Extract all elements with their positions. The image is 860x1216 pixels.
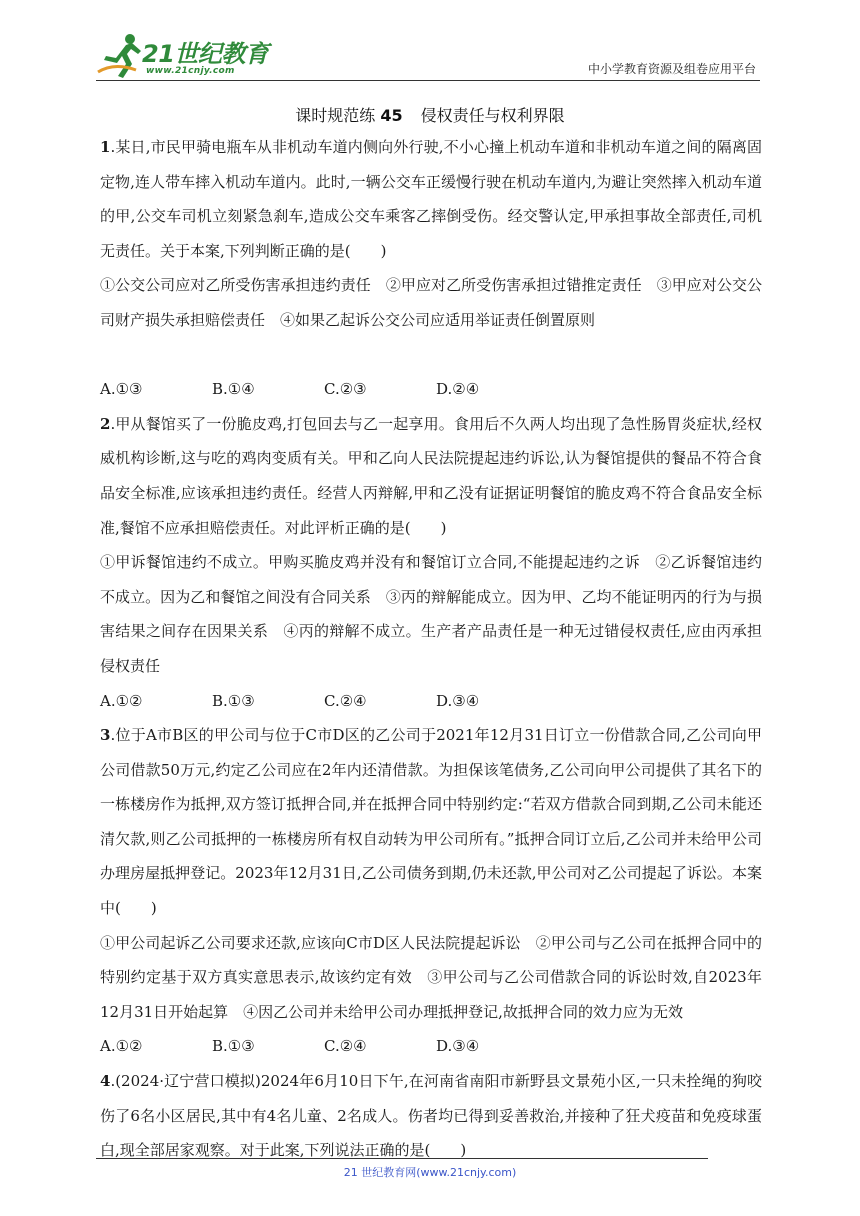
site-logo[interactable] <box>96 32 276 80</box>
question-1-statements: ①公交公司应对乙所受伤害承担违约责任 ②甲应对乙所受伤害承担过错推定责任 ③甲应对公交公司财产损失承担赔偿责任 ④如果乙起诉公交公司应适用举证责任倒置原则 <box>100 276 762 329</box>
question-number: 1 <box>100 138 111 156</box>
logo-url: www.21cnjy.com <box>146 66 235 76</box>
footer-link[interactable]: 21 世纪教育网(www.21cnjy.com) <box>343 1166 517 1179</box>
option-d[interactable]: D.②④ <box>436 380 480 399</box>
question-3-options <box>100 1029 762 1064</box>
question-4-stem <box>100 1064 762 1168</box>
option-c[interactable]: C.②④ <box>324 691 367 710</box>
option-c[interactable]: C.②④ <box>324 1037 367 1056</box>
question-text: .甲从餐馆买了一份脆皮鸡,打包回去与乙一起享用。食用后不久两人均出现了急性肠胃炎症状,经权威机构诊断,这与吃的鸡肉变质有关。甲和乙向人民法院提起违约诉讼,认为餐馆提供的餐品不符合食品安全标准,应该承担违约责任。经营人丙辩解,甲和乙没有证据证明餐馆的脆皮鸡不符合食品安全标准,餐馆不应承担赔偿责任。对此评析正确的是( ) <box>100 414 762 537</box>
question-3-stem <box>100 718 762 926</box>
option-b[interactable]: B.①③ <box>212 1037 255 1056</box>
question-text: .位于A市B区的甲公司与位于C市D区的乙公司于2021年12月31日订立一份借款合同,乙公司向甲公司借款50万元,约定乙公司应在2年内还清借款。为担保该笔债务,乙公司向甲公司提供了其名下的一栋楼房作为抵押,双方签订抵押合同,并在抵押合同中特别约定:“若双方借款合同到期,乙公司未能还清欠款,则乙公司抵押的一栋楼房所有权自动转为甲公司所有。”抵押合同订立后,乙公司并未给甲公司办理房屋抵押登记。2023年12月31日,乙公司债务到期,仍未还款,甲公司对乙公司提起了诉讼。本案中( ) <box>100 726 762 918</box>
question-list <box>100 130 762 1168</box>
platform-name: 中小学教育资源及组卷应用平台 <box>587 62 756 76</box>
option-d[interactable]: D.③④ <box>436 1037 480 1056</box>
option-a[interactable]: A.①② <box>100 1037 143 1056</box>
question-1-options <box>100 372 762 407</box>
question-2-statements: ①甲诉餐馆违约不成立。甲购买脆皮鸡并没有和餐馆订立合同,不能提起违约之诉 ②乙诉餐馆违约不成立。因为乙和餐馆之间没有合同关系 ③丙的辩解能成立。因为甲、乙均不能证明丙的行为与损害结果之间存在因果关系 ④丙的辩解不成立。生产者产品责任是一种无过错侵权责任,应由丙承担侵权责任 <box>100 553 762 675</box>
page-title <box>0 103 860 126</box>
option-a[interactable]: A.①③ <box>100 380 143 399</box>
option-b[interactable]: B.①③ <box>212 691 255 710</box>
title-topic: 侵权责任与权利界限 <box>420 106 565 125</box>
question-1-stem <box>100 130 762 268</box>
page-header <box>96 28 760 84</box>
question-3-statements: ①甲公司起诉乙公司要求还款,应该向C市D区人民法院提起诉讼 ②甲公司与乙公司在抵押合同中的特别约定基于双方真实意思表示,故该约定有效 ③甲公司与乙公司借款合同的诉讼时效,自2023年12月31日开始起算 ④因乙公司并未给甲公司办理抵押登记,故抵押合同的效力应为无效 <box>100 933 762 1021</box>
question-number: 4 <box>100 1072 111 1091</box>
question-2-stem <box>100 407 762 545</box>
question-text: .(2024·辽宁营口模拟)2024年6月10日下午,在河南省南阳市新野县文景苑小区,一只未拴绳的狗咬伤了6名小区居民,其中有4名儿童、2名成人。伤者均已得到妥善救治,并接种了狂犬疫苗和免疫球蛋白,现全部居家观察。对于此案,下列说法正确的是( ) <box>100 1072 762 1160</box>
option-c[interactable]: C.②③ <box>324 380 367 399</box>
header-divider <box>96 80 760 81</box>
logo-text: 21世纪教育 <box>142 40 269 68</box>
question-text: .某日,市民甲骑电瓶车从非机动车道内侧向外行驶,不小心撞上机动车道和非机动车道之间的隔离固定物,连人带车摔入机动车道内。此时,一辆公交车正缓慢行驶在机动车道内,为避让突然摔入机动车道的甲,公交车司机立刻紧急刹车,造成公交车乘客乙摔倒受伤。经交警认定,甲承担事故全部责任,司机无责任。关于本案,下列判断正确的是( ) <box>100 138 762 260</box>
option-d[interactable]: D.③④ <box>436 691 480 710</box>
option-a[interactable]: A.①② <box>100 691 143 710</box>
question-2-options <box>100 684 762 719</box>
title-prefix: 课时规范练 <box>295 106 376 125</box>
question-number: 2 <box>100 414 111 433</box>
runner-logo-icon <box>96 32 144 80</box>
option-b[interactable]: B.①④ <box>212 380 255 399</box>
question-number: 3 <box>100 726 111 745</box>
footer-divider <box>96 1158 708 1159</box>
title-number: 45 <box>380 106 403 125</box>
